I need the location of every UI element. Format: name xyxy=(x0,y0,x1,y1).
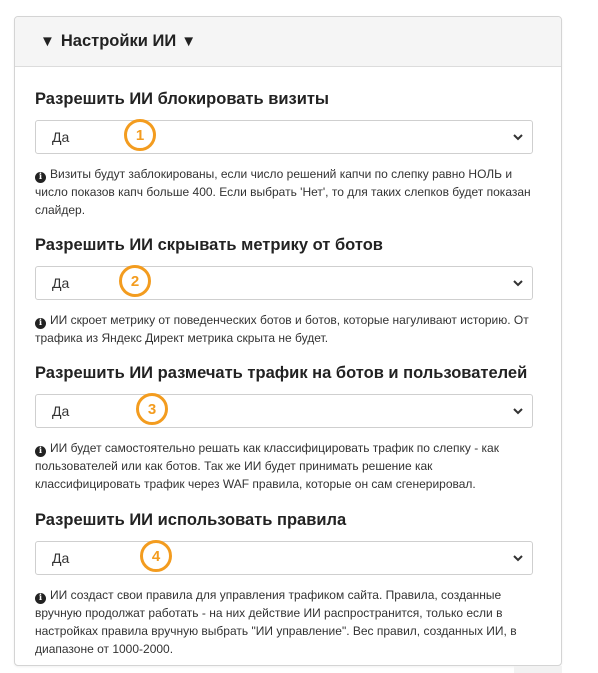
setting-label: Разрешить ИИ размечать трафик на ботов и пользователей xyxy=(35,364,528,382)
chevron-down-icon xyxy=(512,131,524,143)
chevron-down-icon xyxy=(512,552,524,564)
chevron-down-icon xyxy=(512,405,524,417)
help-text: i ИИ будет самостоятельно решать как классифицировать трафик по слепку - как пользователей или как ботов. Так же ИИ будет принимать решение как классифицировать трафик через WAF правила, которые он сам сгенерировал. xyxy=(35,441,499,491)
setting-block-visits xyxy=(35,89,535,219)
ai-settings-panel xyxy=(14,16,562,666)
select-value: Да xyxy=(52,129,70,145)
info-icon: i xyxy=(35,172,46,183)
help-text: i ИИ создаст свои правила для управления трафиком сайта. Правила, созданные вручную продолжат работать - на них действие ИИ распространится, только если в настройках правила вручную выбрать "ИИ управление". Вес правил, созданных ИИ, в диапазоне от 1000-2000. xyxy=(35,588,517,656)
panel-header[interactable] xyxy=(15,17,561,67)
help-text: i Визиты будут заблокированы, если число решений капчи по слепку равно НОЛЬ и число показов капч больше 400. Если выбрать 'Нет', то для таких слепков будет показан слайдер. xyxy=(35,167,531,217)
select-value: Да xyxy=(52,275,70,291)
info-icon: i xyxy=(35,446,46,457)
step-badge: 2 xyxy=(119,265,151,297)
select-value: Да xyxy=(52,403,70,419)
setting-label: Разрешить ИИ использовать правила xyxy=(35,511,347,529)
use-rules-select[interactable] xyxy=(35,541,533,575)
triangle-down-icon: ▼ xyxy=(40,33,55,50)
info-icon: i xyxy=(35,318,46,329)
setting-hide-metrics xyxy=(35,235,535,347)
classify-traffic-select[interactable] xyxy=(35,394,533,428)
setting-use-rules xyxy=(35,510,535,658)
triangle-down-icon: ▼ xyxy=(181,33,197,50)
block-visits-select[interactable] xyxy=(35,120,533,154)
step-badge: 1 xyxy=(124,119,156,151)
setting-label: Разрешить ИИ скрывать метрику от ботов xyxy=(35,236,383,254)
step-badge: 4 xyxy=(140,540,172,572)
info-icon: i xyxy=(35,593,46,604)
chevron-down-icon xyxy=(512,277,524,289)
hide-metrics-select[interactable] xyxy=(35,266,533,300)
step-badge: 3 xyxy=(136,393,168,425)
panel-title: Настройки ИИ xyxy=(60,32,177,50)
select-value: Да xyxy=(52,550,70,566)
setting-classify-traffic xyxy=(35,363,535,493)
page-shadow xyxy=(514,666,562,673)
help-text: i ИИ скроет метрику от поведенческих ботов и ботов, которые нагуливают историю. От трафика из Яндекс Директ метрика скрыта не будет. xyxy=(35,313,529,345)
setting-label: Разрешить ИИ блокировать визиты xyxy=(35,90,330,108)
